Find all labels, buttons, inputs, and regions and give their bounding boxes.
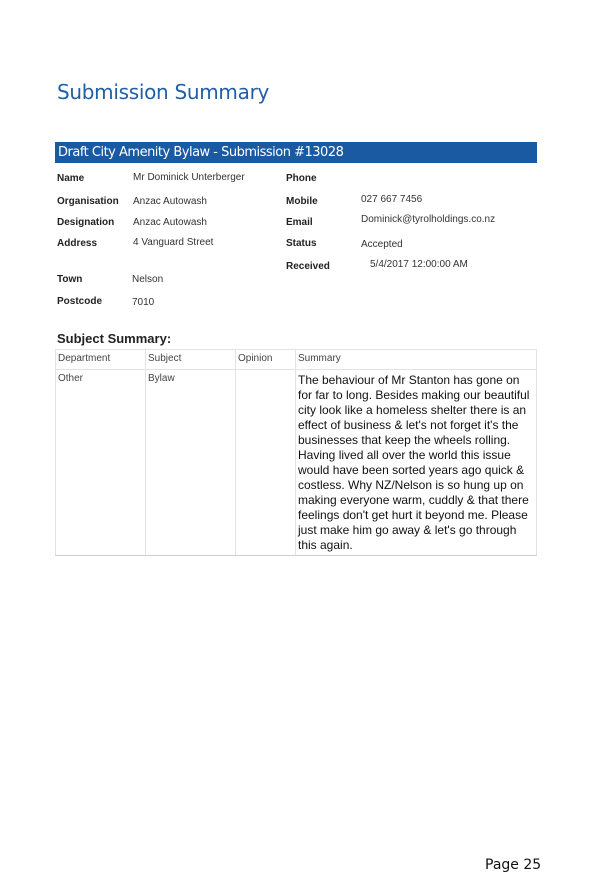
postcode-value: 7010 bbox=[132, 297, 155, 308]
phone-label: Phone bbox=[286, 173, 317, 184]
designation-value: Anzac Autowash bbox=[133, 217, 207, 228]
subject-summary-table bbox=[55, 349, 537, 556]
page-title: Submission Summary bbox=[57, 80, 270, 104]
mobile-value: 027 667 7456 bbox=[361, 194, 423, 205]
town-label: Town bbox=[57, 274, 83, 285]
table-header-row bbox=[56, 350, 537, 370]
row-department: Other bbox=[56, 370, 146, 556]
table-row bbox=[56, 370, 537, 556]
header-summary: Summary bbox=[296, 350, 537, 370]
email-label: Email bbox=[286, 217, 313, 228]
address-value: 4 Vanguard Street bbox=[133, 237, 214, 248]
received-label: Received bbox=[286, 261, 330, 272]
subject-summary-title: Subject Summary: bbox=[57, 331, 172, 346]
status-value: Accepted bbox=[361, 239, 403, 250]
row-subject: Bylaw bbox=[146, 370, 236, 556]
address-label: Address bbox=[57, 238, 98, 249]
submission-banner: Draft City Amenity Bylaw - Submission #13028 bbox=[55, 142, 537, 163]
received-value: 5/4/2017 12:00:00 AM bbox=[370, 259, 468, 270]
row-summary: The behaviour of Mr Stanton has gone on for far to long. Besides making our beautiful city look like a homeless shelter there is an effect of business & let's not forget it's the businesses that keep the wheels rolling. Having lived all over the world this issue would have been sorted years ago quick & costless. Why NZ/Nelson is so hung up on making everyone warm, cuddly & that there feelings don't get hurt it beyond me. Please just make him go away & let's go through this again. bbox=[296, 370, 537, 556]
organisation-value: Anzac Autowash bbox=[133, 196, 207, 207]
email-value: Dominick@tyrolholdings.co.nz bbox=[361, 214, 496, 225]
header-opinion: Opinion bbox=[236, 350, 296, 370]
header-subject: Subject bbox=[146, 350, 236, 370]
name-value: Mr Dominick Unterberger bbox=[133, 172, 245, 183]
designation-label: Designation bbox=[57, 217, 115, 228]
header-department: Department bbox=[56, 350, 146, 370]
row-opinion bbox=[236, 370, 296, 556]
name-label: Name bbox=[57, 173, 85, 184]
mobile-label: Mobile bbox=[286, 196, 318, 207]
page-number: Page 25 bbox=[485, 857, 542, 873]
status-label: Status bbox=[286, 238, 317, 249]
organisation-label: Organisation bbox=[57, 196, 119, 207]
town-value: Nelson bbox=[132, 274, 164, 285]
postcode-label: Postcode bbox=[57, 296, 103, 307]
